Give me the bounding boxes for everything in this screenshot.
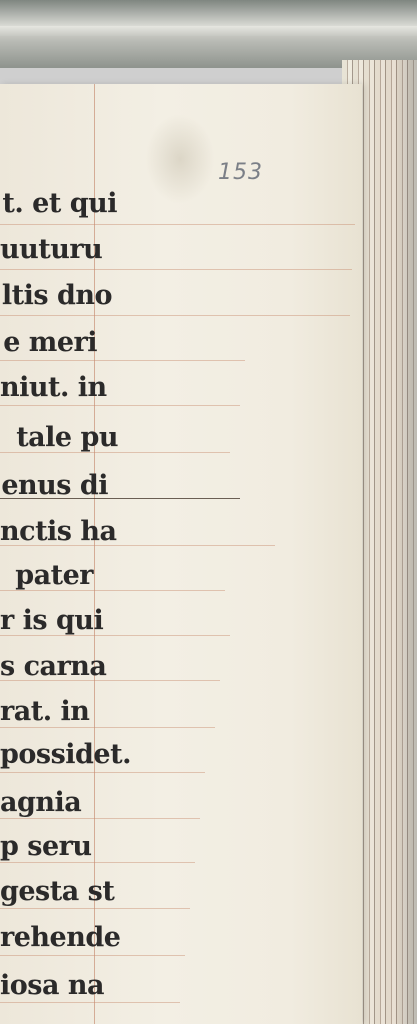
folio-number: 153 [218,160,263,185]
book-binding-top [0,0,417,68]
text-line-11: s carna [0,651,107,682]
text-line-5: niut. in [0,372,107,403]
text-line-13: possidet. [0,739,131,770]
text-line-3: ltis dno [1,280,112,311]
text-line-4: e meri [3,327,97,358]
text-line-16: gesta st [0,876,115,907]
ruling-line [0,908,190,909]
ruling-line [0,818,200,819]
text-line-7: enus di [1,470,108,501]
text-line-10: r is qui [0,605,104,636]
text-line-12: rat. in [0,696,90,727]
text-line-1: t. et qui [2,188,117,219]
text-line-17: rehende [0,922,121,953]
ruling-line [0,727,215,728]
ruling-line [0,772,205,773]
text-line-18: iosa na [0,970,104,1001]
ruling-line [0,1002,180,1003]
text-line-8: nctis ha [0,516,117,547]
text-line-6: tale pu [16,422,118,453]
ruling-line [0,955,185,956]
ruling-line [0,360,245,361]
ruling-line [0,405,240,406]
ruling-line [0,269,352,270]
text-line-14: agnia [0,787,82,818]
ruling-line [0,315,350,316]
ruling-line [0,862,195,863]
text-line-9: pater [15,560,93,591]
text-line-15: p seru [0,831,92,862]
text-line-2: uuturu [0,234,103,265]
ruling-line [0,224,355,225]
